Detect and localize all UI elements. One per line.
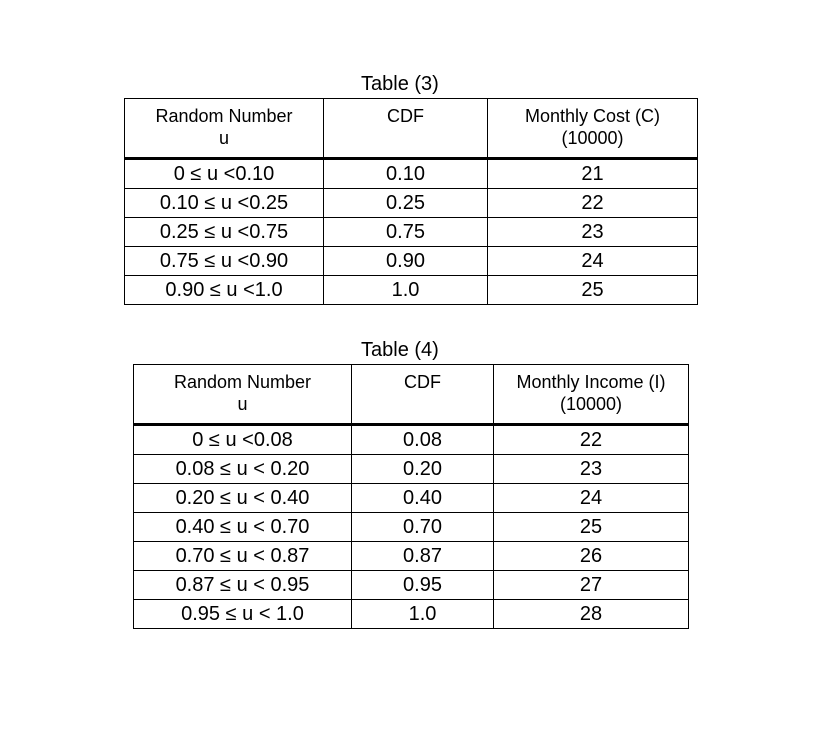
cell-random-range: 0 ≤ u <0.10 — [125, 159, 324, 189]
cell-monthly-cost: 22 — [488, 189, 698, 218]
header-monthly-cost — [488, 99, 698, 159]
table-row — [134, 600, 689, 629]
table-row — [125, 247, 698, 276]
cell-random-range: 0.70 ≤ u < 0.87 — [134, 542, 352, 571]
cell-cdf: 0.90 — [324, 247, 488, 276]
header-random-number — [134, 365, 352, 425]
cell-cdf: 0.20 — [352, 455, 494, 484]
cell-monthly-income: 22 — [494, 425, 689, 455]
cell-monthly-income: 26 — [494, 542, 689, 571]
header-monthly-income — [494, 365, 689, 425]
cell-cdf: 0.08 — [352, 425, 494, 455]
header-random-number — [125, 99, 324, 159]
cell-random-range: 0.87 ≤ u < 0.95 — [134, 571, 352, 600]
cell-random-range: 0.10 ≤ u <0.25 — [125, 189, 324, 218]
table-row — [134, 455, 689, 484]
table-row — [125, 189, 698, 218]
cell-cdf: 0.70 — [352, 513, 494, 542]
table-3-caption: Table (3) — [361, 73, 439, 95]
cell-cdf: 1.0 — [352, 600, 494, 629]
header-line: Monthly Income (I) — [516, 372, 666, 392]
table-row — [125, 276, 698, 305]
header-line: CDF — [404, 372, 441, 392]
table-row — [134, 484, 689, 513]
table-row — [125, 218, 698, 247]
cell-random-range: 0.08 ≤ u < 0.20 — [134, 455, 352, 484]
header-line: u — [237, 394, 248, 414]
header-line: Random Number — [173, 372, 312, 392]
cell-random-range: 0.75 ≤ u <0.90 — [125, 247, 324, 276]
header-line: Monthly Cost (C) — [524, 106, 661, 126]
cell-monthly-income: 27 — [494, 571, 689, 600]
table-row — [134, 542, 689, 571]
cell-monthly-income: 23 — [494, 455, 689, 484]
cell-cdf: 0.95 — [352, 571, 494, 600]
table-4-caption: Table (4) — [361, 339, 439, 361]
cell-cdf: 0.40 — [352, 484, 494, 513]
cell-cdf: 1.0 — [324, 276, 488, 305]
cell-monthly-cost: 24 — [488, 247, 698, 276]
cell-monthly-income: 25 — [494, 513, 689, 542]
cell-monthly-cost: 23 — [488, 218, 698, 247]
table-header-row — [125, 99, 698, 159]
cell-cdf: 0.75 — [324, 218, 488, 247]
cell-cdf: 0.10 — [324, 159, 488, 189]
table-row — [134, 425, 689, 455]
cell-random-range: 0.40 ≤ u < 0.70 — [134, 513, 352, 542]
cell-random-range: 0.25 ≤ u <0.75 — [125, 218, 324, 247]
table-row — [134, 513, 689, 542]
cell-random-range: 0 ≤ u <0.08 — [134, 425, 352, 455]
cell-monthly-income: 28 — [494, 600, 689, 629]
header-line: (10000) — [559, 394, 623, 414]
header-cdf — [352, 365, 494, 425]
header-line: CDF — [387, 106, 424, 126]
cell-monthly-cost: 21 — [488, 159, 698, 189]
header-line: u — [218, 128, 229, 148]
cell-monthly-cost: 25 — [488, 276, 698, 305]
cell-monthly-income: 24 — [494, 484, 689, 513]
cell-random-range: 0.95 ≤ u < 1.0 — [134, 600, 352, 629]
cell-cdf: 0.25 — [324, 189, 488, 218]
cell-random-range: 0.20 ≤ u < 0.40 — [134, 484, 352, 513]
table-row — [134, 571, 689, 600]
table-row — [125, 159, 698, 189]
table-header-row — [134, 365, 689, 425]
cell-cdf: 0.87 — [352, 542, 494, 571]
header-line: (10000) — [561, 128, 624, 148]
header-line: Random Number — [155, 106, 293, 126]
table-3 — [124, 98, 698, 305]
cell-random-range: 0.90 ≤ u <1.0 — [125, 276, 324, 305]
header-cdf — [324, 99, 488, 159]
table-4 — [133, 364, 689, 629]
